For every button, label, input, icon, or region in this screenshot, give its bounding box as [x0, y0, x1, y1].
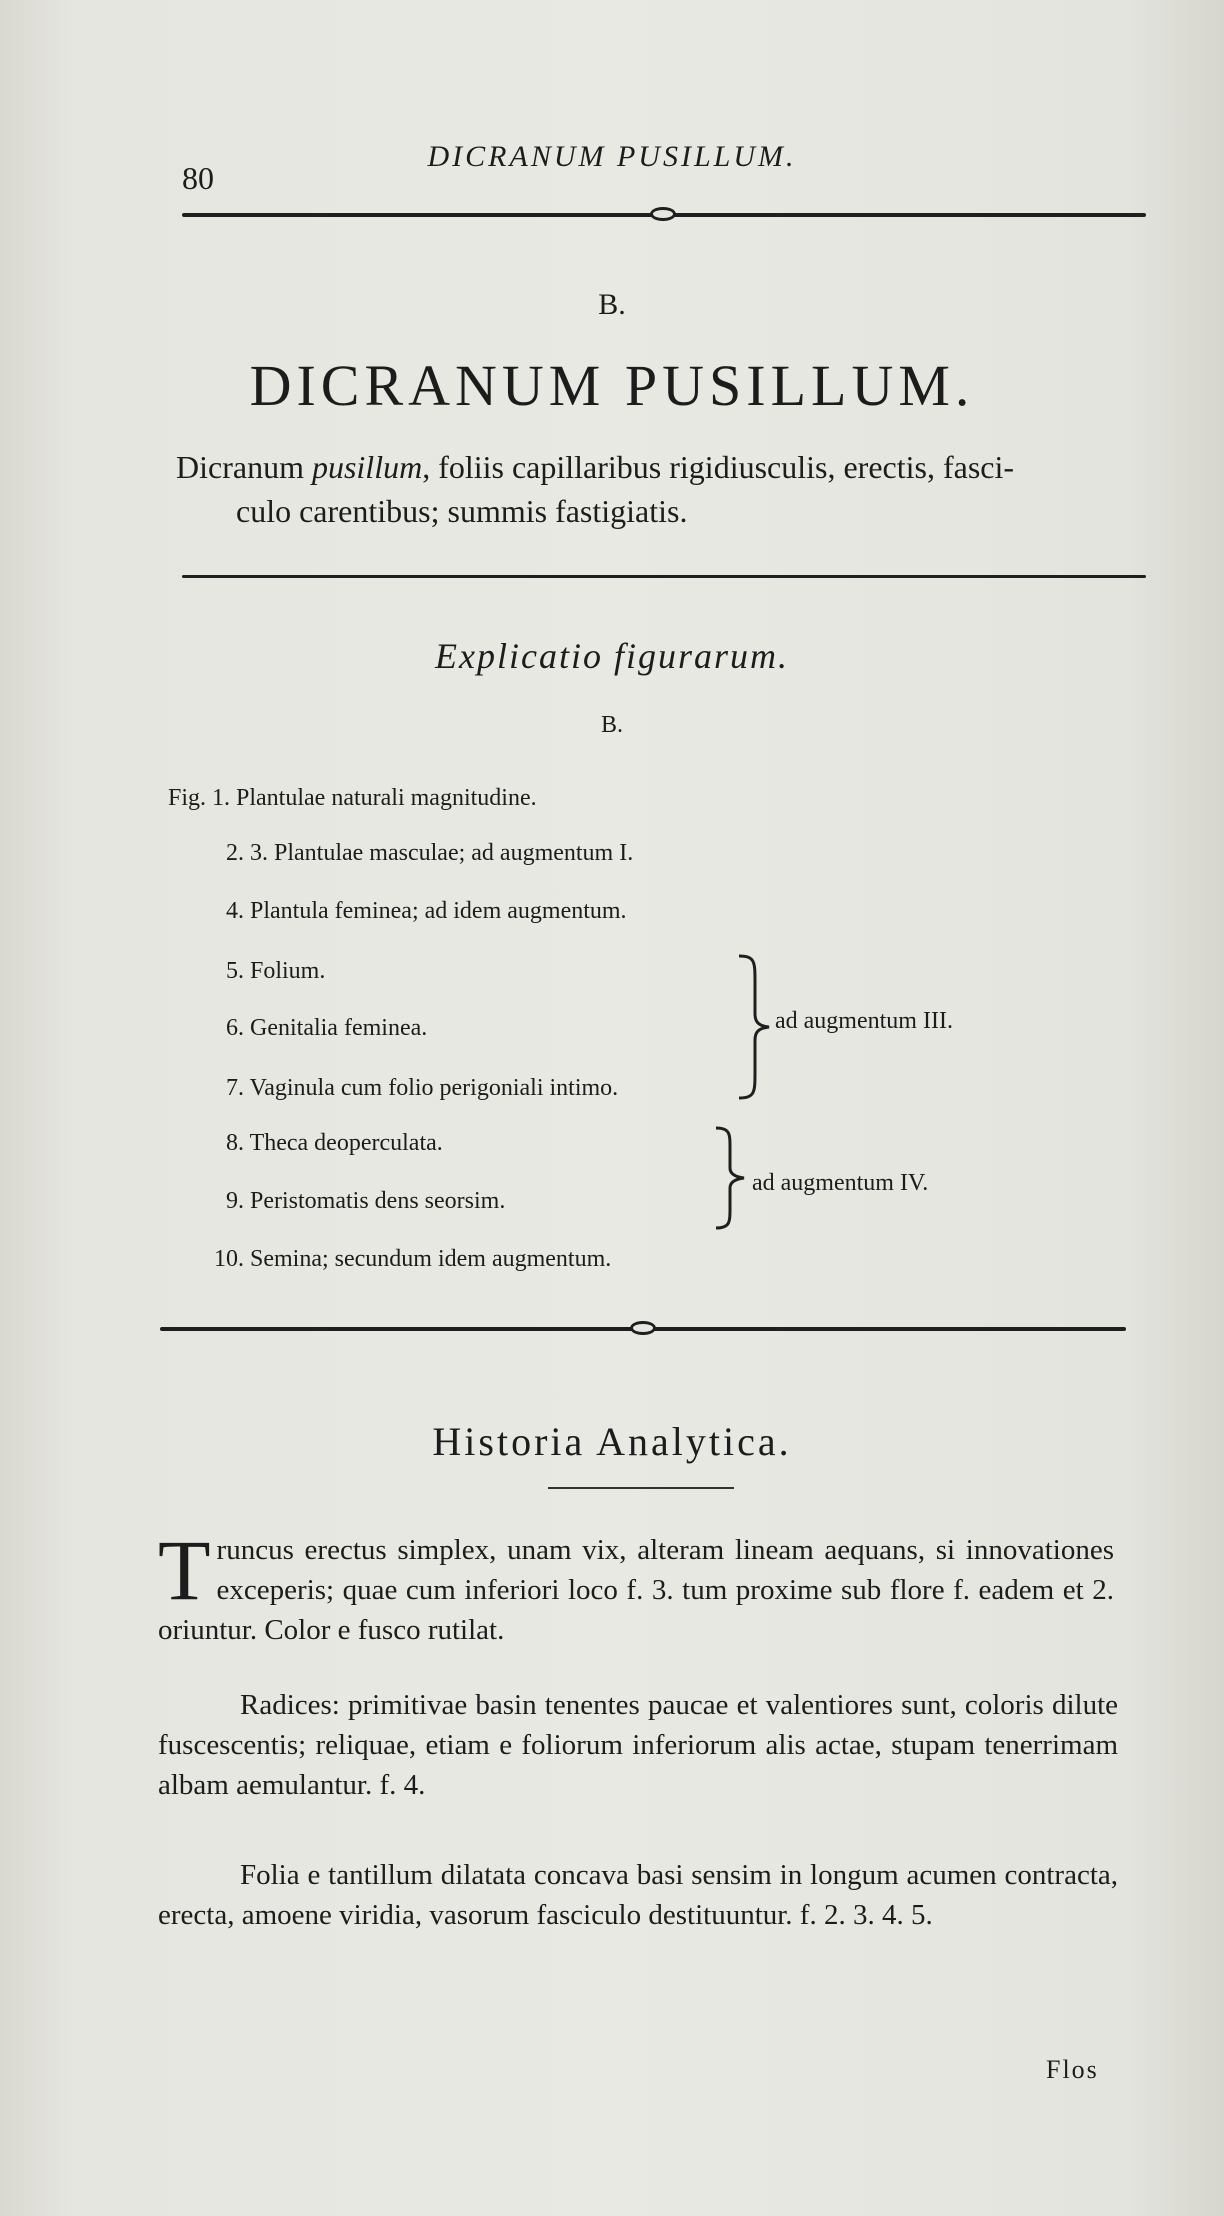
running-title: DICRANUM PUSILLUM.	[427, 140, 797, 173]
paragraph-radices: Radices: primitivae basin tenentes paucae et valentiores sunt, coloris dilute fuscescentis; reliquae, etiam e foliorum inferiorum alis actae, stupam tenerrimam albam aemulantur. f. 4.	[158, 1689, 1118, 1801]
explicatio-rule	[160, 1327, 1126, 1331]
figure-caption: 5. Folium.	[226, 958, 326, 984]
diagnosis-genus: Dicranum	[176, 449, 312, 485]
rule-ornament	[650, 207, 676, 221]
paragraph-folia: Folia e tantillum dilatata concava basi sensim in longum acumen contracta, erecta, amoene viridia, vasorum fasciculo destituuntur. f. 2. 3. 4. 5.	[158, 1859, 1118, 1931]
drop-cap: T	[158, 1522, 211, 1618]
figure-caption: 8. Theca deoperculata.	[226, 1130, 443, 1156]
explicatio-heading: Explicatio figurarum.	[435, 636, 789, 676]
explicatio-mark: B.	[600, 712, 623, 738]
diagnosis-rule	[182, 575, 1146, 578]
brace-label-iii: ad augmentum III.	[775, 1008, 953, 1034]
rule-ornament	[630, 1321, 656, 1335]
figure-caption: 4. Plantula feminea; ad idem augmentum.	[226, 898, 627, 924]
paragraph-text: runcus erectus simplex, unam vix, alteram lineam aequans, si innovationes exceperis; quae cum inferiori loco f. 3. tum proxime sub flore f. eadem et 2. oriuntur. Color e fusco rutilat.	[158, 1534, 1114, 1646]
short-rule	[548, 1487, 734, 1489]
catchword: Flos	[1046, 2055, 1099, 2084]
figure-caption: 9. Peristomatis dens seorsim.	[226, 1188, 506, 1214]
brace-figs-8-9	[712, 1124, 752, 1232]
diagnosis-text: , foliis capillaribus rigidiusculis, erectis, fasci-	[422, 449, 1015, 485]
page-number: 80	[182, 160, 214, 196]
figure-caption: Fig. 1. Plantulae naturali magnitudine.	[168, 785, 537, 811]
diagnosis-epithet: pusillum	[311, 449, 423, 485]
figure-caption: 2. 3. Plantulae masculae; ad augmentum I.	[226, 840, 634, 866]
paragraph-truncus	[158, 1522, 1114, 1650]
brace-figs-5-7	[735, 952, 775, 1102]
figure-caption: 10. Semina; secundum idem augmentum.	[214, 1246, 612, 1272]
historia-heading: Historia Analytica.	[432, 1419, 792, 1464]
diagnosis-line-2: culo carentibus; summis fastigiatis.	[236, 493, 688, 529]
brace-label-iv: ad augmentum IV.	[752, 1170, 929, 1196]
figure-caption: 7. Vaginula cum folio perigoniali intimo.	[226, 1075, 619, 1101]
section-mark: B.	[598, 288, 626, 321]
species-title: DICRANUM PUSILLUM.	[249, 353, 975, 418]
figure-caption: 6. Genitalia feminea.	[226, 1015, 428, 1041]
species-diagnosis	[176, 445, 1096, 533]
header-rule	[182, 213, 1146, 217]
